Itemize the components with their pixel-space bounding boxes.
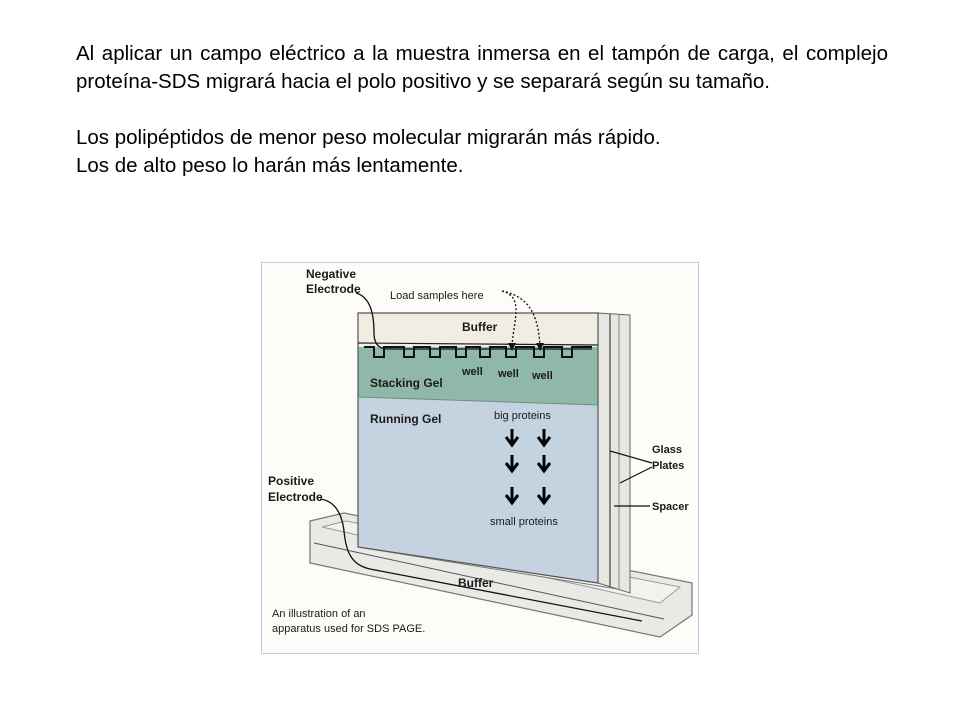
positive-electrode-label-2: Electrode	[268, 490, 323, 504]
large-polypeptides-line: Los de alto peso lo harán más lentamente.	[76, 154, 464, 177]
well-label-1: well	[462, 366, 483, 378]
negative-electrode-label-2: Electrode	[306, 282, 361, 296]
paragraph-gap	[76, 96, 888, 124]
well-label-2: well	[498, 368, 519, 380]
load-samples-label: Load samples here	[390, 290, 484, 302]
big-proteins-label: big proteins	[494, 410, 551, 422]
glass-plates-label-1: Glass	[652, 444, 682, 456]
intro-paragraph: Al aplicar un campo eléctrico a la muestra inmersa en el tampón de carga, el complejo proteína-SDS migrará hacia el polo positivo y se separará según su tamaño.	[76, 42, 888, 93]
positive-electrode-label-1: Positive	[268, 474, 315, 488]
spacer-label: Spacer	[652, 501, 689, 513]
sds-page-figure	[261, 262, 699, 654]
description-text	[76, 40, 888, 180]
caption-line-1: An illustration of an	[272, 608, 366, 620]
running-gel-label: Running Gel	[370, 412, 442, 426]
glass-plates-label-2: Plates	[652, 460, 685, 472]
buffer-bottom-label: Buffer	[458, 576, 494, 590]
well-label-3: well	[532, 370, 553, 382]
sds-page-apparatus-diagram	[262, 263, 698, 653]
caption-line-2: apparatus used for SDS PAGE.	[272, 623, 426, 635]
small-polypeptides-line: Los polipéptidos de menor peso molecular migrarán más rápido.	[76, 126, 661, 149]
small-proteins-label: small proteins	[490, 516, 558, 528]
buffer-top-label: Buffer	[462, 320, 498, 334]
glass-plates-edge	[598, 313, 630, 593]
negative-electrode-label-1: Negative	[306, 267, 357, 281]
stacking-gel-label: Stacking Gel	[370, 376, 443, 390]
